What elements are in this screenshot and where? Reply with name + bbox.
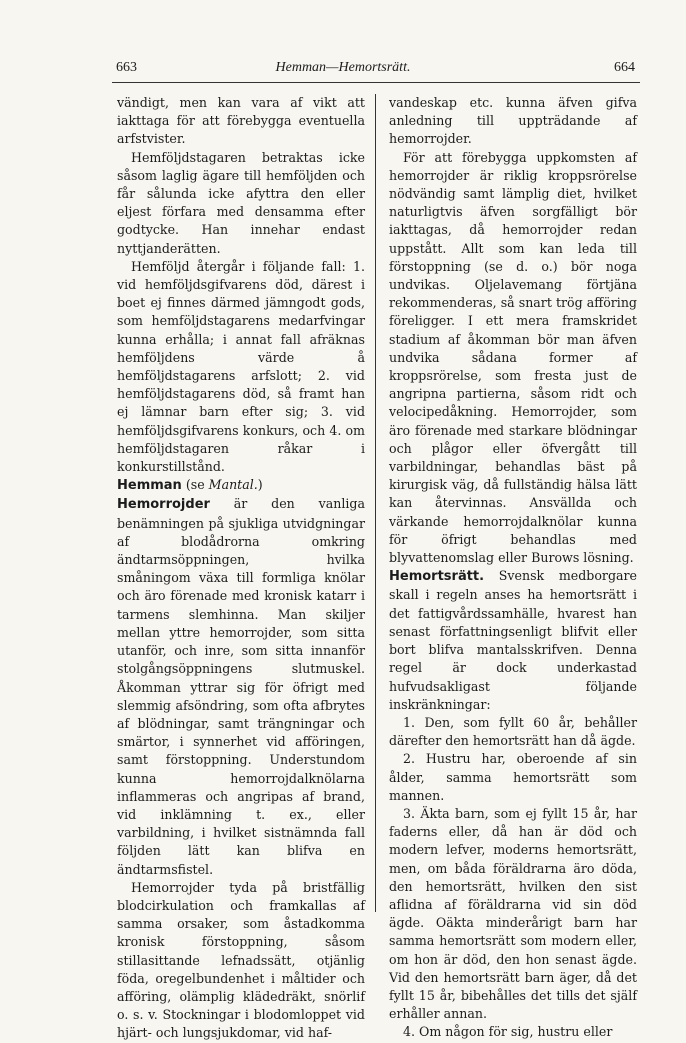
column-divider bbox=[375, 94, 376, 912]
entry-text: ) bbox=[257, 477, 263, 493]
entry-text: (se bbox=[181, 477, 209, 493]
page-number-left: 663 bbox=[116, 60, 137, 75]
paragraph: Hemorrojder tyda på bristfällig blodcirkulation och framkallas af samma orsaker, som åstadkomma kronisk förstoppning, såsom stillasittande lefnadssätt, otjänlig föda, oregelbundenhet i måltider och afföring, olämplig klädedräkt, snörlif o. s. v. Stockningar i blodomloppet vid hjärt- och lungsjukdomar, vid haf- bbox=[117, 879, 365, 1041]
headword: Hemortsrätt. bbox=[389, 569, 485, 585]
header-rule bbox=[112, 82, 640, 83]
list-item: 3. Äkta barn, som ej fyllt 15 år, har faderns eller, då han är död och modern lefver, moderns hemortsrätt, men, om båda föräldrarna äro döda, den hemortsrätt, hvilken den sist aflidna af föräldrarna vid sin död ägde. Oäkta minderårigt barn har samma hemortsrätt som modern eller, om hon är död, den hon senast ägde. Vid den hemortsrätt barn äger, då det fyllt 15 år, bibehålles det tills det själf erhåller annan. bbox=[389, 805, 637, 1022]
left-column bbox=[117, 94, 365, 1043]
page-number-right: 664 bbox=[614, 60, 635, 75]
list-item: 4. Om någon för sig, hustru eller bbox=[403, 1024, 613, 1040]
paragraph: Hemföljd återgår i följande fall: 1. vid hemföljdsgifvarens död, därest i boet ej finnes därmed jämngodt gods, som hemföljdstagarens medarfvingar kunna erhålla; i annat fall afräknas hemföljdens värde å hemföljdstagarens arfslott; 2. vid hemföljdstagarens död, så framt han ej lämnar barn efter sig; 3. vid hemföljdsgifvarens konkurs, och 4. om hemföljdstagaren råkar i konkurstillstånd. bbox=[117, 258, 365, 475]
running-header bbox=[0, 60, 686, 80]
paragraph: För att förebygga uppkomsten af hemorrojder är riklig kroppsrörelse nödvändig samt lämplig diet, hvilket naturligtvis äfven sorgfälligt bör iakttagas, då hemorrojder redan uppstått. Allt som kan leda till förstoppning (se d. o.) bör noga undvikas. Oljelavemang förtjäna rekommenderas, så snart trög afföring föreligger. I ett mera framskridet stadium af åkomman bör man äfven undvika sådana former af kroppsrörelse, som fresta just de angripna partierna, såsom ridt och velocipedåkning. Hemorrojder, som äro förenade med starkare blödningar och plågor eller öfvergått till varbildningar, behandlas bäst på kirurgisk väg, då fullständig hälsa lätt kan återvinnas. Ansvällda och värkande hemorrojdalknölar kunna för öfrigt behandlas med blyvattenomslag eller Burows lösning. bbox=[389, 149, 637, 566]
entry-hemortsratt bbox=[389, 567, 637, 714]
right-column bbox=[389, 94, 637, 1042]
list-item: 2. Hustru har, oberoende af sin ålder, samma hemortsrätt som mannen. bbox=[389, 751, 637, 803]
entry-text: Svensk medborgare skall i regeln anses ha hemortsrätt i det fattigvårdssamhälle, hvarest han senast författningsenligt blifvit eller bort blifva mantalsskrifven. Denna regel är dock underkastad hufvudsakligast följande inskränkningar: bbox=[389, 568, 637, 712]
entry-hemman bbox=[117, 476, 365, 495]
paragraph: Hemföljdstagaren betraktas icke såsom laglig ägare till hemföljden och får sålunda icke afyttra den eller eljest förfara med densamma efter godtycke. Han innehar endast nyttjanderätten. bbox=[117, 149, 365, 256]
entry-hemorrojder bbox=[117, 495, 365, 878]
paragraph: vandeskap etc. kunna äfven gifva anledning till uppträdande af hemorrojder. bbox=[389, 95, 637, 147]
cross-reference: Mantal. bbox=[208, 477, 258, 493]
paragraph: vändigt, men kan vara af vikt att iakttaga för att förebygga eventuella arfstvister. bbox=[117, 95, 365, 147]
list-item: 1. Den, som fyllt 60 år, behåller därefter den hemortsrätt han då ägde. bbox=[389, 714, 637, 749]
running-title: Hemman—Hemortsrätt. bbox=[275, 60, 411, 75]
headword: Hemman bbox=[117, 478, 182, 494]
entry-text: är den vanliga benämningen på sjukliga utvidgningar af blodådrorna omkring ändtarmsöppningen, hvilka småningom växa till formliga knölar och äro förenade med kronisk katarr i tarmens slemhinna. Man skiljer mellan yttre hemorrojder, som sitta utanför, och inre, som sitta innanför stolgångsöppningens slutmuskel. Åkomman yttrar sig för öfrigt med slemmig afsöndring, som ofta afbrytes af blödningar, samt trängningar och smärtor, i synnerhet vid afföringen, samt förstoppning. Understundom kunna hemorrojdalknölarna inflammeras och angripas af brand, vid inklämning t. ex., eller varbildning, i hvilket sistnämnda fall följden lätt kan blifva en ändtarmsfistel. bbox=[117, 496, 365, 877]
headword: Hemorrojder bbox=[117, 497, 210, 513]
